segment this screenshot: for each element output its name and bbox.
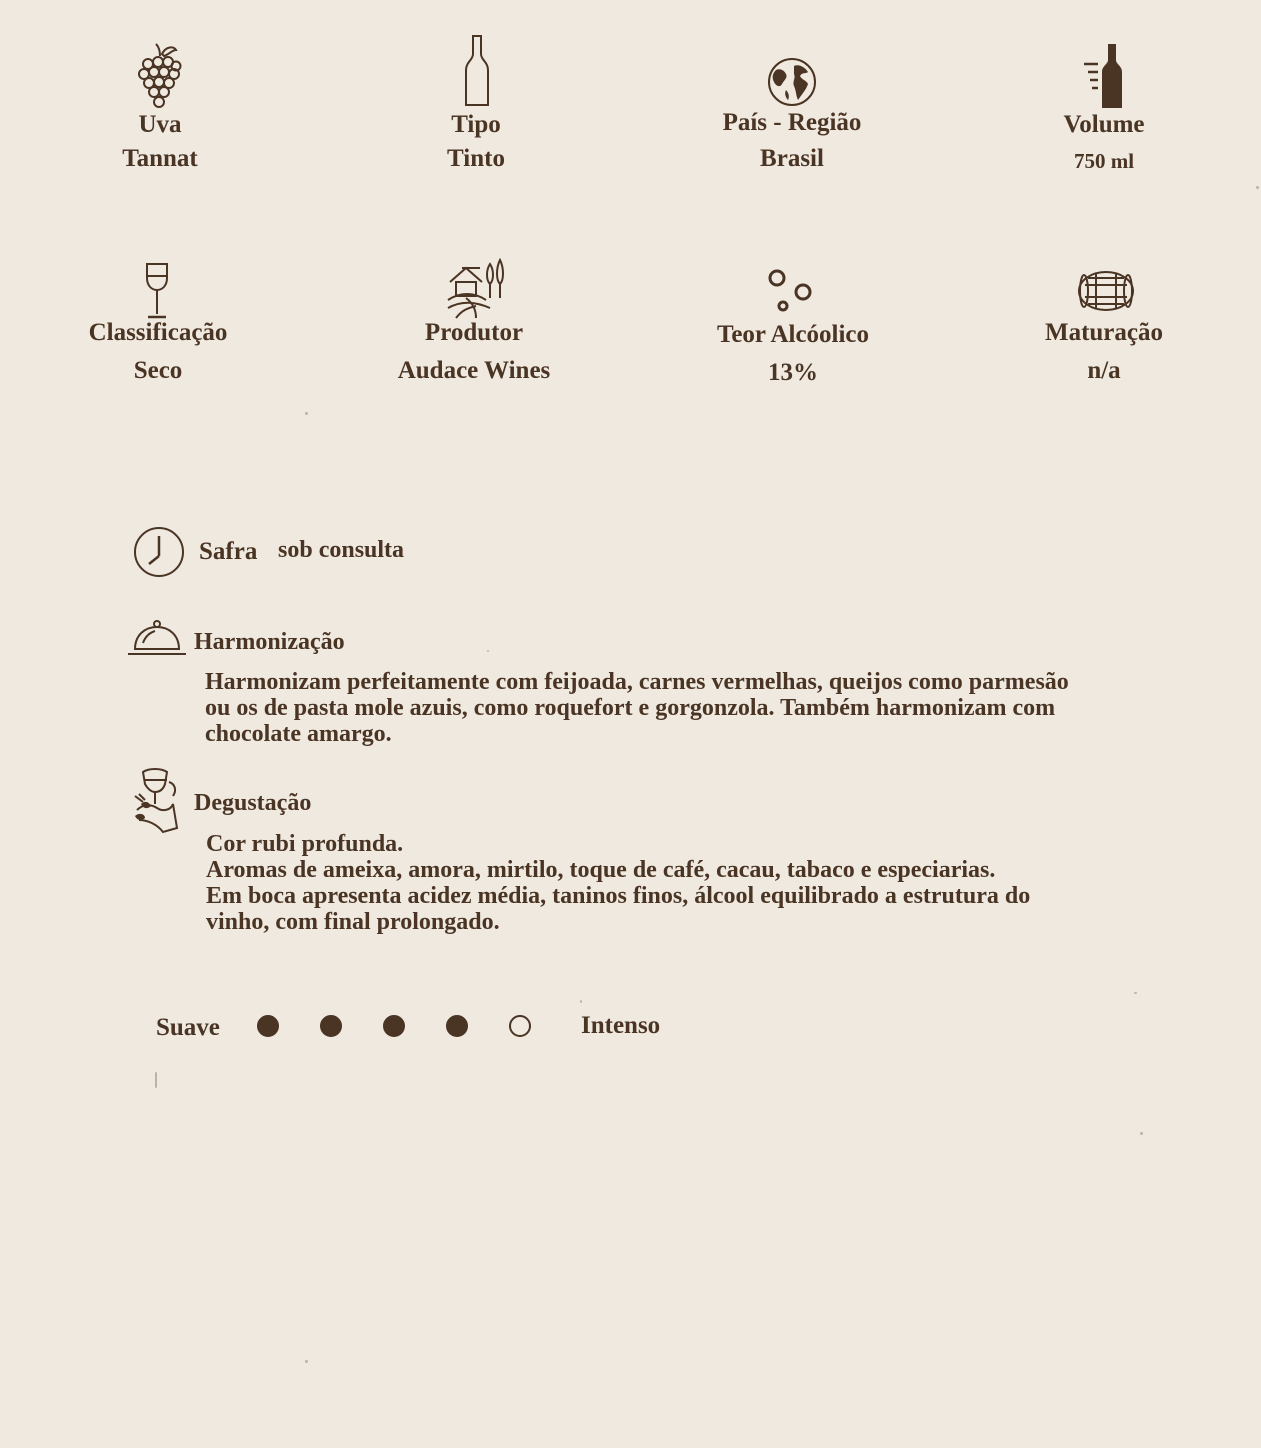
spec-uva-label: Uva xyxy=(138,111,182,138)
spec-classificacao-value: Seco xyxy=(133,357,183,384)
paper-speck xyxy=(1140,1132,1143,1135)
paper-speck xyxy=(487,650,489,652)
spec-produtor-label: Produtor xyxy=(424,319,524,346)
paper-speck xyxy=(305,412,308,415)
intensity-max-label: Intenso xyxy=(581,1012,661,1039)
intensity-dot-empty xyxy=(509,1015,531,1037)
wine-glass-icon xyxy=(144,262,170,320)
spec-volume-value: 750 ml xyxy=(1073,149,1135,173)
paper-speck xyxy=(305,1360,308,1363)
spec-classificacao xyxy=(38,262,278,412)
paper-speck xyxy=(1134,992,1137,994)
paper-speck xyxy=(155,1072,157,1088)
intensity-dot-filled xyxy=(320,1015,342,1037)
degustacao-text: Cor rubi profunda. Aromas de ameixa, amora, mirtilo, toque de café, cacau, tabaco e especiarias. Em boca apresenta acidez média, taninos finos, álcool equilibrado a estrutura do vinho, com final prolongado. xyxy=(206,831,1031,935)
safra-label: Safra xyxy=(199,538,258,565)
grape-icon xyxy=(136,42,184,110)
bottle-outline-icon xyxy=(464,34,490,108)
spec-uva xyxy=(40,40,280,190)
spec-tipo xyxy=(356,34,596,184)
winery-icon xyxy=(446,258,512,320)
spec-pais-label: País - Região xyxy=(722,109,862,136)
spec-produtor xyxy=(354,258,594,408)
intensity-min-label: Suave xyxy=(156,1014,220,1041)
spec-produtor-value: Audace Wines xyxy=(397,357,551,384)
intensity-dot-filled xyxy=(446,1015,468,1037)
spec-volume xyxy=(984,42,1224,192)
degustacao-title: Degustação xyxy=(194,790,312,816)
spec-volume-label: Volume xyxy=(1063,111,1145,138)
clock-icon xyxy=(133,526,185,578)
spec-classificacao-label: Classificação xyxy=(88,319,228,346)
spec-teor-value: 13% xyxy=(768,359,818,386)
spec-tipo-label: Tipo xyxy=(451,111,501,138)
spec-maturacao-value: n/a xyxy=(1087,357,1121,384)
spec-uva-value: Tannat xyxy=(122,145,198,172)
spec-teor xyxy=(673,268,913,418)
paper-speck xyxy=(1256,186,1259,189)
paper-speck xyxy=(580,1000,582,1003)
harmonizacao-title: Harmonização xyxy=(194,629,345,655)
barrel-icon xyxy=(1076,270,1136,312)
bottle-pour-icon xyxy=(1082,42,1126,110)
intensity-dot-filled xyxy=(257,1015,279,1037)
cloche-icon xyxy=(127,619,187,657)
harmonizacao-text: Harmonizam perfeitamente com feijoada, carnes vermelhas, queijos como parmesão ou os de pasta mole azuis, como roquefort e gorgonzola. Também harmonizam com chocolate amargo. xyxy=(205,669,1069,747)
spec-teor-label: Teor Alcóolico xyxy=(716,321,870,348)
spec-pais-value: Brasil xyxy=(760,145,824,172)
bubbles-icon xyxy=(767,268,813,314)
spec-pais xyxy=(672,56,912,206)
globe-icon xyxy=(766,56,818,108)
spec-maturacao-label: Maturação xyxy=(1044,319,1164,346)
spec-maturacao xyxy=(984,270,1224,420)
safra-value: sob consulta xyxy=(278,537,405,563)
intensity-dot-filled xyxy=(383,1015,405,1037)
tasting-hand-icon xyxy=(133,768,183,836)
spec-tipo-value: Tinto xyxy=(447,145,505,172)
